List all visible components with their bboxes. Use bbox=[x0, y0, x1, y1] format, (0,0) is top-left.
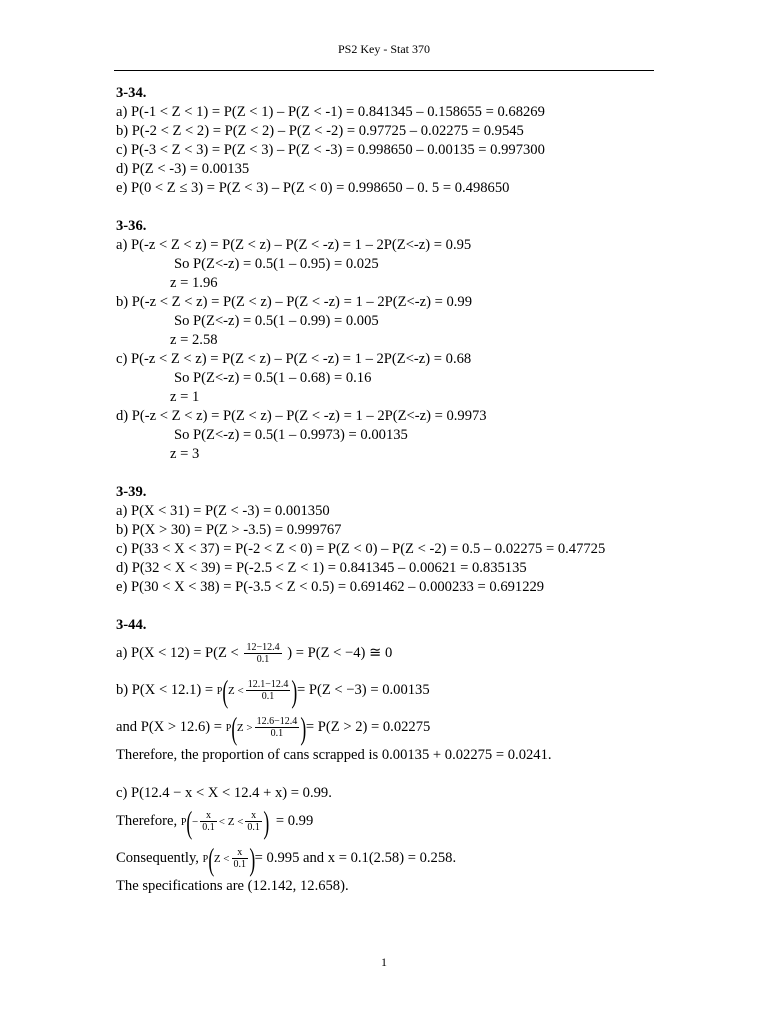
p334-line: c) P(-3 < Z < 3) = P(Z < 3) – P(Z < -3) = 0.998650 – 0.00135 = 0.997300 bbox=[116, 142, 545, 158]
text: b) P(X < 12.1) = bbox=[116, 682, 217, 698]
p344-part-c-consequently: Consequently, P(Z < $\frac{x}{0.1}$ )= 0.995 and x = 0.1(2.58) = 0.258. bbox=[116, 840, 457, 877]
p336-main: d) P(-z < Z < z) = P(Z < z) – P(Z < -z) = 1 – 2P(Z<-z) = 0.9973 bbox=[116, 408, 487, 424]
p344-specs: The specifications are (12.142, 12.658). bbox=[116, 878, 349, 894]
p344-part-c-therefore: Therefore, P(− $\frac{x}{0.1}$ < Z < $\frac{x}{0.1}$ ) = 0.99 bbox=[116, 803, 314, 840]
p334-line: e) P(0 < Z ≤ 3) = P(Z < 3) – P(Z < 0) = 0.998650 – 0. 5 = 0.498650 bbox=[116, 180, 510, 196]
fraction: $\frac{x}{0.1}$ bbox=[202, 810, 215, 834]
left-paren: ( bbox=[186, 803, 193, 840]
page-number: 1 bbox=[381, 955, 387, 969]
p344-part-b: b) P(X < 12.1) = P(Z < $\frac{12.1-12.4}{0.1}$ )= P(Z < −3) = 0.00135 bbox=[116, 672, 430, 709]
spacer bbox=[116, 198, 676, 217]
p339-line: a) P(X < 31) = P(Z < -3) = 0.001350 bbox=[116, 503, 330, 519]
p336-main: a) P(-z < Z < z) = P(Z < z) – P(Z < -z) = 1 – 2P(Z<-z) = 0.95 bbox=[116, 237, 472, 253]
fraction: $\frac{12.6-12.4}{0.1}$ bbox=[256, 716, 298, 740]
p336-z: z = 3 bbox=[170, 446, 200, 462]
text: = P(Z < −3) = 0.00135 bbox=[296, 682, 430, 698]
right-paren: ) bbox=[291, 672, 298, 709]
left-paren: ( bbox=[208, 840, 215, 877]
spacer bbox=[116, 464, 676, 483]
p339-line: b) P(X > 30) = P(Z > -3.5) = 0.999767 bbox=[116, 522, 342, 538]
spacer bbox=[116, 597, 676, 616]
p336-z: z = 2.58 bbox=[170, 332, 218, 348]
fraction: $\frac{x}{0.1}$ bbox=[233, 847, 247, 871]
text: a) P(X < 12) = P(Z < bbox=[116, 645, 243, 661]
p336-main: b) P(-z < Z < z) = P(Z < z) – P(Z < -z) = 1 – 2P(Z<-z) = 0.99 bbox=[116, 294, 473, 310]
left-paren: ( bbox=[222, 672, 229, 709]
spacer bbox=[116, 765, 676, 784]
p336-z: z = 1 bbox=[170, 389, 200, 405]
p336-so: So P(Z<-z) = 0.5(1 – 0.68) = 0.16 bbox=[174, 370, 372, 386]
text: and P(X > 12.6) = bbox=[116, 719, 226, 735]
text: = P(Z > 2) = 0.02275 bbox=[305, 719, 431, 735]
right-paren: ) bbox=[300, 709, 307, 746]
p336-z: z = 1.96 bbox=[170, 275, 218, 291]
p344-part-b-and: and P(X > 12.6) = P(Z > $\frac{12.6-12.4}{0.1}$ )= P(Z > 2) = 0.02275 bbox=[116, 709, 431, 746]
p336-so: So P(Z<-z) = 0.5(1 – 0.9973) = 0.00135 bbox=[174, 427, 408, 443]
text: = 0.99 bbox=[275, 813, 314, 829]
p339-line: c) P(33 < X < 37) = P(-2 < Z < 0) = P(Z < 0) – P(Z < -2) = 0.5 – 0.02275 = 0.47725 bbox=[116, 541, 606, 557]
text: Consequently, bbox=[116, 850, 203, 866]
right-paren: ) bbox=[249, 840, 256, 877]
left-paren: ( bbox=[231, 709, 238, 746]
text: ) = P(Z < −4) ≅ 0 bbox=[283, 645, 393, 661]
p336-so: So P(Z<-z) = 0.5(1 – 0.99) = 0.005 bbox=[174, 313, 379, 329]
p334-line: a) P(-1 < Z < 1) = P(Z < 1) – P(Z < -1) = 0.841345 – 0.158655 = 0.68269 bbox=[116, 104, 545, 120]
p344-part-a bbox=[116, 635, 676, 672]
page-body bbox=[116, 84, 676, 896]
p344-part-c: c) P(12.4 − x < X < 12.4 + x) = 0.99. bbox=[116, 785, 332, 801]
fraction: $\frac{x}{0.1}$ bbox=[247, 810, 260, 834]
p339-line: d) P(32 < X < 39) = P(-2.5 < Z < 1) = 0.841345 – 0.00621 = 0.835135 bbox=[116, 560, 527, 576]
fraction: $\frac{12.1-12.4}{0.1}$ bbox=[247, 679, 289, 703]
problem-3-44-title: 3-44. bbox=[116, 617, 147, 633]
p336-main: c) P(-z < Z < z) = P(Z < z) – P(Z < -z) = 1 – 2P(Z<-z) = 0.68 bbox=[116, 351, 472, 367]
text: = 0.995 and x = 0.1(2.58) = 0.258. bbox=[254, 850, 457, 866]
page-header: PS2 Key - Stat 370 bbox=[337, 42, 430, 56]
problem-3-36-title: 3-36. bbox=[116, 218, 147, 234]
p334-line: d) P(Z < -3) = 0.00135 bbox=[116, 161, 250, 177]
text: Therefore, bbox=[116, 813, 181, 829]
header-rule bbox=[114, 70, 654, 71]
fraction: $\frac{12-12.4}{0.1}$ bbox=[246, 642, 280, 666]
problem-3-34-title: 3-34. bbox=[116, 85, 147, 101]
p344-therefore: Therefore, the proportion of cans scrapped is 0.00135 + 0.02275 = 0.0241. bbox=[116, 747, 552, 763]
right-paren: ) bbox=[263, 803, 270, 840]
problem-3-39-title: 3-39. bbox=[116, 484, 147, 500]
p334-line: b) P(-2 < Z < 2) = P(Z < 2) – P(Z < -2) = 0.97725 – 0.02275 = 0.9545 bbox=[116, 123, 524, 139]
p336-so: So P(Z<-z) = 0.5(1 – 0.95) = 0.025 bbox=[174, 256, 379, 272]
p339-line: e) P(30 < X < 38) = P(-3.5 < Z < 0.5) = 0.691462 – 0.000233 = 0.691229 bbox=[116, 579, 545, 595]
